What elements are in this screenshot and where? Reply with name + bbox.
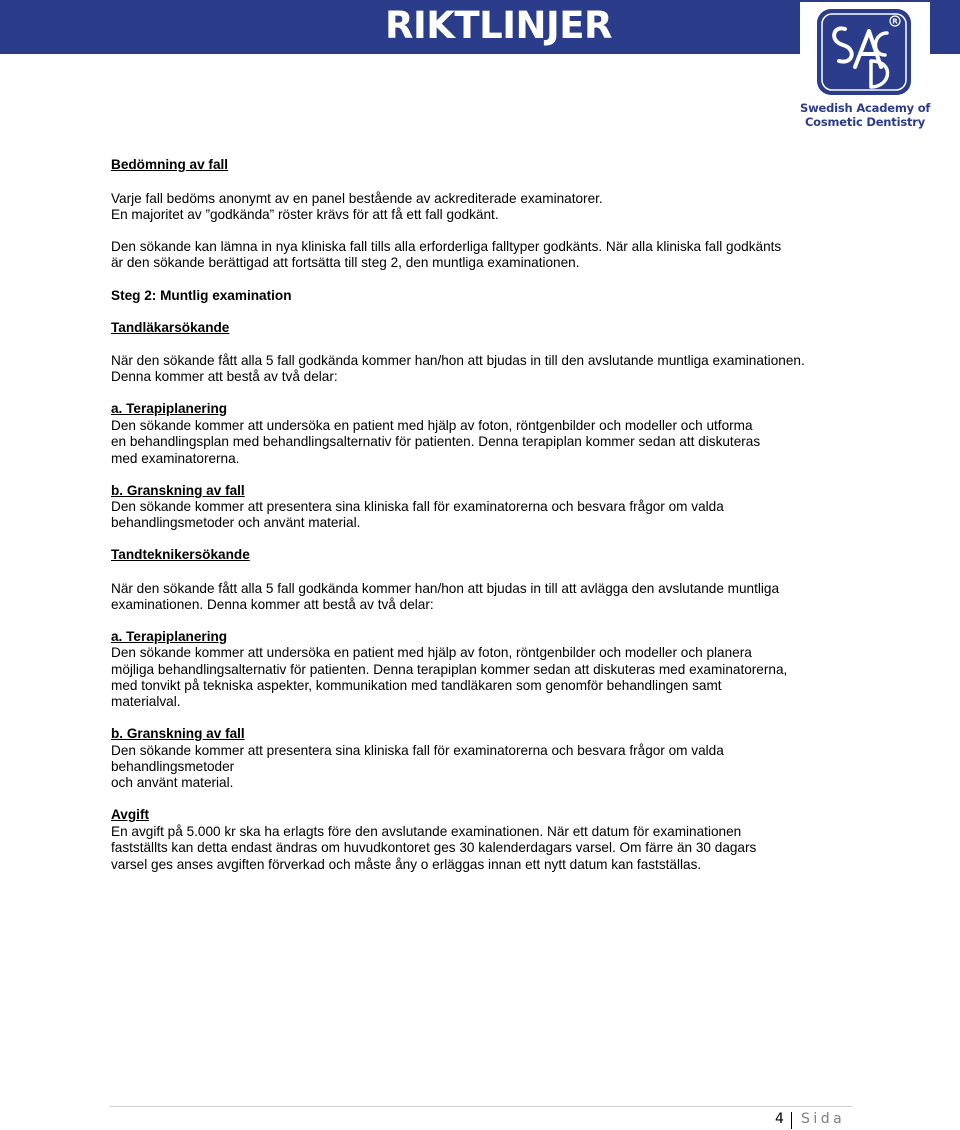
section-heading-avgift: Avgift — [111, 807, 150, 822]
footer-divider — [110, 1106, 852, 1107]
subsection-heading-tandlakare: Tandläkarsökande — [111, 320, 230, 335]
sacd-logo — [800, 2, 930, 130]
paragraph-line: med examinatorerna. — [111, 451, 240, 466]
footer-separator — [791, 1112, 792, 1129]
item-heading-granskning: b. Granskning av fall — [111, 726, 245, 741]
paragraph-line: En avgift på 5.000 kr ska ha erlagts före den avslutande examinationen. När ett datum för examinationen — [111, 824, 742, 839]
section-heading-bedomning: Bedömning av fall — [111, 157, 229, 172]
paragraph-line: Den sökande kommer att undersöka en patient med hjälp av foton, röntgenbilder och modeller och utforma — [111, 418, 753, 433]
page-number: 4 — [775, 1111, 784, 1127]
paragraph-line: materialval. — [111, 694, 181, 709]
item-heading-granskning: b. Granskning av fall — [111, 483, 245, 498]
logo-text-line-1: Swedish Academy of — [800, 101, 931, 115]
sacd-monogram-icon — [815, 7, 915, 99]
paragraph-line: examinationen. Denna kommer att bestå av två delar: — [111, 597, 434, 612]
paragraph-line: varsel ges anses avgiften förverkad och måste åny o erläggas innan ett nytt datum kan fastställas. — [111, 857, 702, 872]
paragraph-line: En majoritet av ”godkända” röster krävs för att få ett fall godkänt. — [111, 207, 499, 222]
paragraph-line: fastställts kan detta endast ändras om huvudkontoret ges 30 kalenderdagars varsel. Om färre än 30 dagars — [111, 840, 757, 855]
page-label: Sida — [801, 1111, 846, 1127]
paragraph-line: När den sökande fått alla 5 fall godkända kommer han/hon att bjudas in till den avslutande muntliga examinationen. — [111, 353, 805, 368]
item-heading-terapiplanering: a. Terapiplanering — [111, 629, 228, 644]
paragraph-line: Denna kommer att bestå av två delar: — [111, 369, 338, 384]
paragraph-line: Den sökande kommer att undersöka en patient med hjälp av foton, röntgenbilder och modeller och planera — [111, 645, 752, 660]
paragraph-line: och använt material. — [111, 775, 234, 790]
paragraph-line: behandlingsmetoder och använt material. — [111, 515, 361, 530]
paragraph-line: När den sökande fått alla 5 fall godkända kommer han/hon att bjudas in till att avlägga den avslutande muntliga — [111, 581, 780, 596]
logo-text-line-2: Cosmetic Dentistry — [804, 115, 926, 129]
item-heading-terapiplanering: a. Terapiplanering — [111, 401, 228, 416]
paragraph-line: en behandlingsplan med behandlingsalternativ för patienten. Denna terapiplan kommer sedan att diskuteras — [111, 434, 761, 449]
document-title: RIKTLINJER — [385, 4, 613, 47]
paragraph-line: behandlingsmetoder — [111, 759, 235, 774]
paragraph-line: Den sökande kan lämna in nya kliniska fall tills alla erforderliga falltyper godkänts. När alla kliniska fall godkänts — [111, 239, 782, 254]
paragraph-line: är den sökande berättigad att fortsätta till steg 2, den muntliga examinationen. — [111, 255, 580, 270]
paragraph-line: möjliga behandlingsalternativ för patienten. Denna terapiplan kommer sedan att diskuteras med examinatorerna, — [111, 662, 788, 677]
paragraph-line: med tonvikt på tekniska aspekter, kommunikation med tandläkaren som genomför behandlingen samt — [111, 678, 722, 693]
paragraph-line: Den sökande kommer att presentera sina kliniska fall för examinatorerna och besvara frågor om valda — [111, 743, 724, 758]
paragraph-line: Varje fall bedöms anonymt av en panel bestående av ackrediterade examinatorer. — [111, 191, 603, 206]
svg-text:R: R — [892, 17, 898, 26]
paragraph-line: Den sökande kommer att presentera sina kliniska fall för examinatorerna och besvara frågor om valda — [111, 499, 724, 514]
subsection-heading-tandtekniker: Tandteknikersökande — [111, 547, 250, 562]
section-heading-steg2: Steg 2: Muntlig examination — [111, 288, 292, 303]
